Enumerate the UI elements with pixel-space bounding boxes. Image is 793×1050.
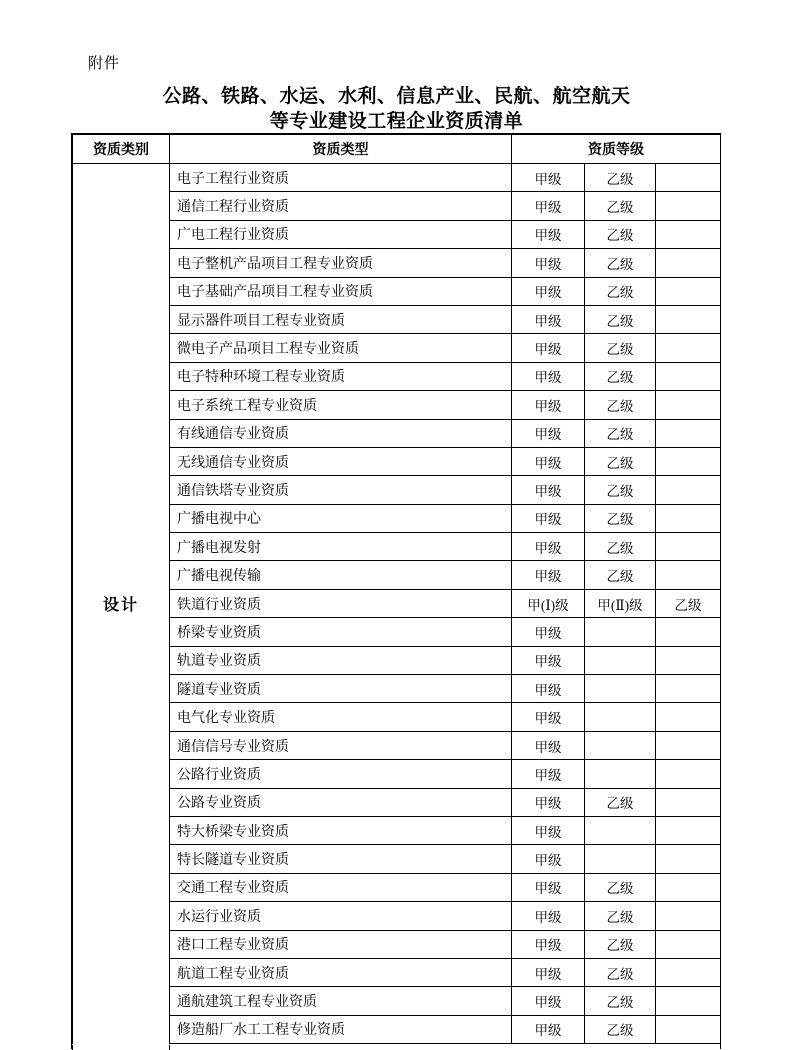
grade-cell [585,731,656,759]
grade-cell [656,476,721,504]
grade-cell: 乙级 [585,788,656,816]
grade-cell [656,447,721,475]
qualification-type-cell: 有线通信专业资质 [170,419,512,447]
qualification-type-cell: 电子整机产品项目工程专业资质 [170,249,512,277]
grade-cell: 甲级 [512,816,585,844]
grade-cell: 甲级 [512,731,585,759]
grade-cell [656,731,721,759]
table-row [73,220,721,248]
grade-cell [585,816,656,844]
grade-cell: 甲级 [512,987,585,1015]
grade-cell [656,873,721,901]
grade-cell [656,391,721,419]
grade-cell [656,618,721,646]
grade-cell: 甲(Ⅰ)级 [512,589,585,617]
grade-cell [656,305,721,333]
grade-cell: 甲级 [512,192,585,220]
table-body [73,164,721,1044]
table-row [73,447,721,475]
qualification-type-cell: 显示器件项目工程专业资质 [170,305,512,333]
grade-cell [656,788,721,816]
table-row [73,646,721,674]
grade-cell [656,192,721,220]
grade-cell [656,334,721,362]
grade-cell [656,703,721,731]
qualification-type-cell: 广播电视中心 [170,504,512,532]
grade-cell: 甲级 [512,845,585,873]
grade-cell: 乙级 [585,476,656,504]
table-row [73,788,721,816]
qualification-type-cell: 修造船厂水工工程专业资质 [170,1015,512,1043]
table-row [73,476,721,504]
grade-cell [656,504,721,532]
grade-cell: 甲级 [512,561,585,589]
qualification-type-cell: 广电工程行业资质 [170,220,512,248]
grade-cell: 甲级 [512,760,585,788]
grade-cell: 乙级 [585,958,656,986]
grade-cell [656,845,721,873]
table-row [73,958,721,986]
qualification-type-cell: 微电子产品项目工程专业资质 [170,334,512,362]
grade-cell [656,987,721,1015]
qualification-type-cell: 电子特种环境工程专业资质 [170,362,512,390]
table-row [73,1015,721,1043]
grade-cell: 乙级 [585,362,656,390]
qualification-type-cell: 电气化专业资质 [170,703,512,731]
table-row [73,845,721,873]
page-title [0,84,793,134]
grade-cell [656,533,721,561]
grade-cell: 乙级 [585,277,656,305]
qualification-type-cell: 通信铁塔专业资质 [170,476,512,504]
grade-cell [585,646,656,674]
table-row [73,703,721,731]
grade-cell [656,958,721,986]
grade-cell: 乙级 [585,192,656,220]
grade-cell [656,220,721,248]
grade-cell: 甲级 [512,675,585,703]
table-row [73,391,721,419]
grade-cell: 甲级 [512,277,585,305]
grade-cell: 乙级 [585,419,656,447]
qualification-type-cell: 电子系统工程专业资质 [170,391,512,419]
qualification-table [72,134,721,1044]
grade-cell [656,930,721,958]
table-row [73,277,721,305]
table-row [73,760,721,788]
grade-cell [656,277,721,305]
grade-cell: 甲级 [512,646,585,674]
table-header [73,135,721,164]
qualification-type-cell: 特大桥梁专业资质 [170,816,512,844]
table-row [73,816,721,844]
qualification-type-cell: 通信信号专业资质 [170,731,512,759]
grade-cell: 甲级 [512,362,585,390]
grade-cell [656,902,721,930]
grade-cell: 乙级 [585,1015,656,1043]
grade-cell: 甲级 [512,902,585,930]
qualification-type-cell: 隧道专业资质 [170,675,512,703]
table-row [73,192,721,220]
table-row [73,249,721,277]
attachment-label: 附件 [88,56,121,72]
grade-cell [585,703,656,731]
grade-cell: 乙级 [585,305,656,333]
grade-cell: 甲级 [512,249,585,277]
qualification-type-cell: 电子基础产品项目工程专业资质 [170,277,512,305]
qualification-type-cell: 交通工程专业资质 [170,873,512,901]
grade-cell [585,618,656,646]
qualification-type-cell: 广播电视发射 [170,533,512,561]
qualification-type-cell: 轨道专业资质 [170,646,512,674]
grade-cell: 乙级 [585,873,656,901]
qualification-type-cell: 电子工程行业资质 [170,164,512,192]
grade-cell: 乙级 [585,987,656,1015]
grade-cell: 乙级 [585,334,656,362]
grade-cell [656,646,721,674]
qualification-type-cell: 通信工程行业资质 [170,192,512,220]
grade-cell: 甲级 [512,164,585,192]
table-row [73,504,721,532]
grade-cell: 乙级 [585,249,656,277]
table-row [73,589,721,617]
table-row [73,164,721,192]
grade-cell: 乙级 [585,930,656,958]
grade-cell [656,249,721,277]
qualification-type-cell: 公路专业资质 [170,788,512,816]
grade-cell: 甲级 [512,220,585,248]
grade-cell: 乙级 [585,561,656,589]
table-row [73,987,721,1015]
grade-cell [656,362,721,390]
grade-cell: 甲级 [512,930,585,958]
qualification-type-cell: 水运行业资质 [170,902,512,930]
grade-cell: 甲级 [512,533,585,561]
grade-cell: 甲级 [512,419,585,447]
category-column-continuation [72,1045,170,1050]
grade-cell [656,816,721,844]
grade-cell: 甲级 [512,618,585,646]
table-row [73,731,721,759]
page-title-line2: 等专业建设工程企业资质清单 [269,111,524,132]
grade-cell [656,1015,721,1043]
grade-cell [656,164,721,192]
qualification-type-cell: 通航建筑工程专业资质 [170,987,512,1015]
table-row [73,305,721,333]
grade-cell: 乙级 [585,504,656,532]
table-row [73,419,721,447]
grade-cell: 乙级 [585,391,656,419]
qualification-type-cell: 无线通信专业资质 [170,447,512,475]
table-row [73,902,721,930]
grade-cell: 乙级 [585,220,656,248]
table-row [73,873,721,901]
grade-cell: 甲级 [512,305,585,333]
qualification-type-cell: 广播电视传输 [170,561,512,589]
grade-cell: 甲级 [512,958,585,986]
grade-cell [656,561,721,589]
grade-cell: 甲(Ⅱ)级 [585,589,656,617]
grade-cell: 甲级 [512,788,585,816]
qualification-type-cell: 桥梁专业资质 [170,618,512,646]
grade-cell: 甲级 [512,1015,585,1043]
grade-cell: 甲级 [512,703,585,731]
header-grade: 资质等级 [512,135,721,164]
table-row [73,930,721,958]
grade-cell [585,675,656,703]
table-row [73,618,721,646]
grade-cell [656,419,721,447]
table-row [73,675,721,703]
grade-cell: 甲级 [512,873,585,901]
grade-cell: 乙级 [656,589,721,617]
table-row [73,362,721,390]
qualification-type-cell: 公路行业资质 [170,760,512,788]
grade-cell [656,675,721,703]
table-row [73,561,721,589]
grade-cell: 乙级 [585,533,656,561]
header-row [73,135,721,164]
grade-cell: 甲级 [512,334,585,362]
grade-cell: 甲级 [512,391,585,419]
grade-cell: 乙级 [585,902,656,930]
qualification-type-cell: 航道工程专业资质 [170,958,512,986]
qualification-type-cell: 港口工程专业资质 [170,930,512,958]
qualification-type-cell: 特长隧道专业资质 [170,845,512,873]
header-category: 资质类别 [73,135,170,164]
grade-cell: 乙级 [585,164,656,192]
qualification-type-cell: 铁道行业资质 [170,589,512,617]
grade-cell: 甲级 [512,476,585,504]
table-row [73,533,721,561]
grade-cell [656,760,721,788]
grade-cell [585,845,656,873]
grade-cell: 乙级 [585,447,656,475]
table-row [73,334,721,362]
grade-cell [585,760,656,788]
category-cell: 设计 [73,164,170,1044]
grade-cell: 甲级 [512,504,585,532]
page-title-line1: 公路、铁路、水运、水利、信息产业、民航、航空航天 [162,86,631,107]
header-type: 资质类型 [170,135,512,164]
grade-cell: 甲级 [512,447,585,475]
